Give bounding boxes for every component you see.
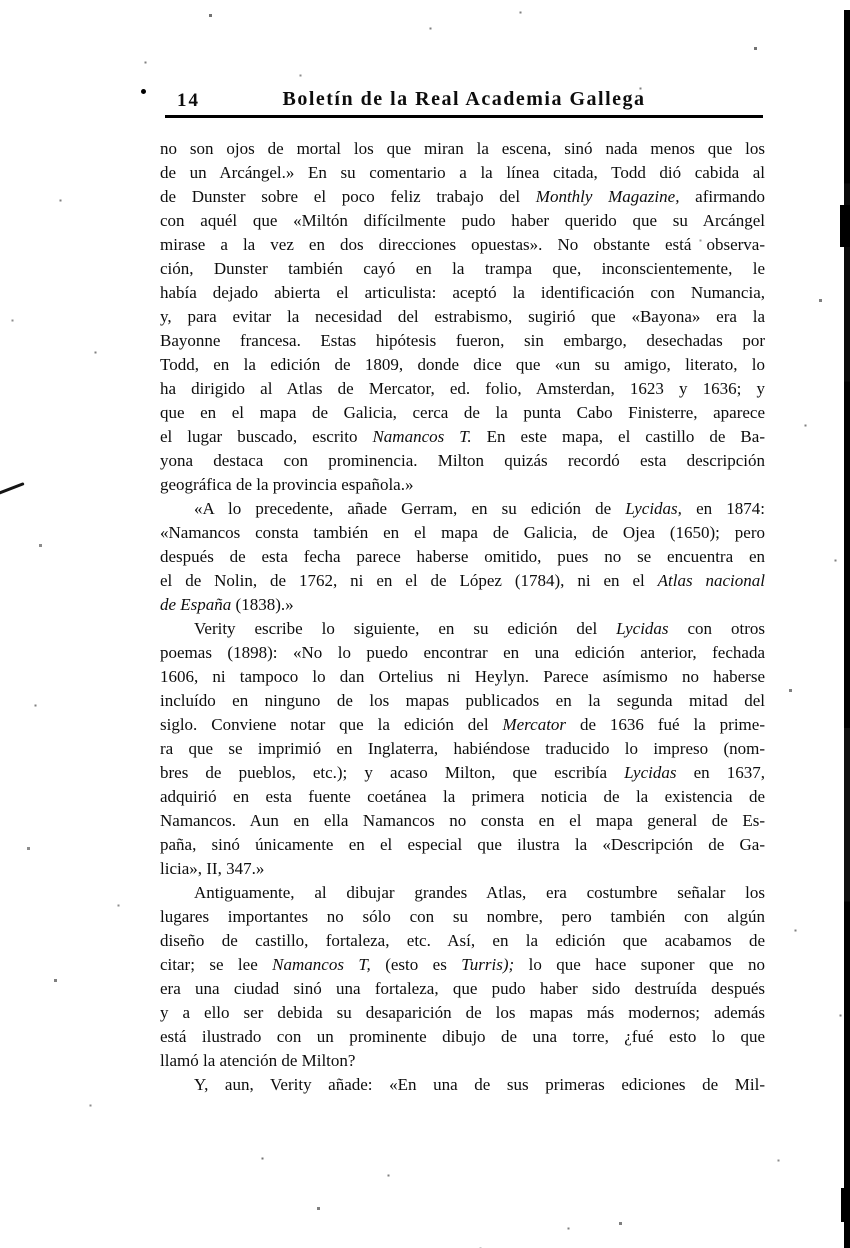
text-line: de Dunster sobre el poco feliz trabajo del Monthly Magazine, afirmando bbox=[160, 187, 766, 206]
page-number: 14 bbox=[177, 90, 200, 111]
scan-edge-blob bbox=[841, 1188, 850, 1222]
text-line: Antiguamente, al dibujar grandes Atlas, era costumbre señalar los bbox=[194, 883, 765, 902]
text-line: paña, sinó únicamente en el especial que ilustra la «Descripción de Ga- bbox=[160, 835, 765, 854]
pen-mark bbox=[0, 482, 25, 495]
text-line: de España (1838).» bbox=[160, 595, 294, 614]
header-rule bbox=[165, 115, 763, 118]
text-line: Todd, en la edición de 1809, donde dice que «un su amigo, literato, lo bbox=[160, 355, 765, 374]
scan-edge-blob bbox=[840, 205, 850, 247]
text-line: ción, Dunster también cayó en la trampa que, inconscientemente, le bbox=[160, 259, 765, 278]
text-line: «A lo precedente, añade Gerram, en su edición de Lycidas, en 1874: bbox=[194, 499, 765, 518]
text-line: no son ojos de mortal los que miran la escena, sinó nada menos que los bbox=[160, 139, 765, 158]
text-line: incluído en ninguno de los mapas publicados en la segunda mitad del bbox=[160, 691, 765, 710]
text-line: que en el mapa de Galicia, cerca de la punta Cabo Finisterre, aparece bbox=[160, 403, 765, 422]
text-line: había dejado abierta el articulista: aceptó la identificación con Numancia, bbox=[160, 283, 765, 302]
text-line: bres de pueblos, etc.); y acaso Milton, que escribía Lycidas en 1637, bbox=[160, 763, 765, 782]
text-line: diseño de castillo, fortaleza, etc. Así, en la edición que acabamos de bbox=[160, 931, 765, 950]
text-line: el de Nolin, de 1762, ni en el de López (1784), ni en el Atlas nacional bbox=[160, 571, 765, 590]
text-line: lugares importantes no sólo con su nombre, pero también con algún bbox=[160, 907, 765, 926]
text-line: después de esta fecha parece haberse omitido, pues no se encuentra en bbox=[160, 547, 765, 566]
ink-dot bbox=[141, 89, 146, 94]
text-line: mirase a la vez en dos direcciones opuestas». No obstante está observa- bbox=[160, 235, 765, 254]
text-line: geográfica de la provincia española.» bbox=[160, 475, 414, 494]
text-line: Y, aun, Verity añade: «En una de sus primeras ediciones de Mil- bbox=[194, 1075, 765, 1094]
text-line: «Namancos consta también en el mapa de Galicia, de Ojea (1650); pero bbox=[160, 523, 765, 542]
text-line: citar; se lee Namancos T, (esto es Turris); lo que hace suponer que no bbox=[160, 955, 765, 974]
text-line: adquirió en esta fuente coetánea la primera noticia de la existencia de bbox=[160, 787, 765, 806]
text-line: poemas (1898): «No lo puedo encontrar en una edición anterior, fechada bbox=[160, 643, 765, 662]
text-line: ha dirigido al Atlas de Mercator, ed. folio, Amsterdan, 1623 y 1636; y bbox=[160, 379, 765, 398]
text-line: de un Arcángel.» En su comentario a la línea citada, Todd dió cabida al bbox=[160, 163, 765, 182]
text-line: con aquél que «Miltón difícilmente pudo haber querido que su Arcángel bbox=[160, 211, 765, 230]
scan-edge-artifact bbox=[844, 10, 850, 1248]
text-line: llamó la atención de Milton? bbox=[160, 1051, 356, 1070]
body-text bbox=[160, 137, 765, 1097]
page-header bbox=[165, 88, 763, 114]
text-line: Namancos. Aun en ella Namancos no consta en el mapa general de Es- bbox=[160, 811, 765, 830]
text-line: era una ciudad sinó una fortaleza, que pudo haber sido destruída después bbox=[160, 979, 765, 998]
scan-noise-specks bbox=[0, 0, 1, 1]
text-line: el lugar buscado, escrito Namancos T. En este mapa, el castillo de Ba- bbox=[160, 427, 765, 446]
text-line: ra que se imprimió en Inglaterra, habiéndose traducido lo impreso (nom- bbox=[160, 739, 765, 758]
journal-title: Boletín de la Real Academia Gallega bbox=[282, 88, 646, 110]
text-line: y, para evitar la necesidad del estrabismo, sugirió que «Bayona» era la bbox=[160, 307, 765, 326]
text-line: está ilustrado con un prominente dibujo de una torre, ¿fué esto lo que bbox=[160, 1027, 765, 1046]
text-line: 1606, ni tampoco lo dan Ortelius ni Heylyn. Parece asímismo no haberse bbox=[160, 667, 765, 686]
text-line: Bayonne francesa. Estas hipótesis fueron, sin embargo, desechadas por bbox=[160, 331, 765, 350]
text-line: Verity escribe lo siguiente, en su edición del Lycidas con otros bbox=[194, 619, 766, 638]
text-line: siglo. Conviene notar que la edición del Mercator de 1636 fué la prime- bbox=[160, 715, 765, 734]
text-line: licia», II, 347.» bbox=[160, 859, 265, 878]
text-line: y a ello ser debida su desaparición de los mapas más modernos; además bbox=[160, 1003, 765, 1022]
text-line: yona destaca con prominencia. Milton quizás recordó esta descripción bbox=[160, 451, 765, 470]
